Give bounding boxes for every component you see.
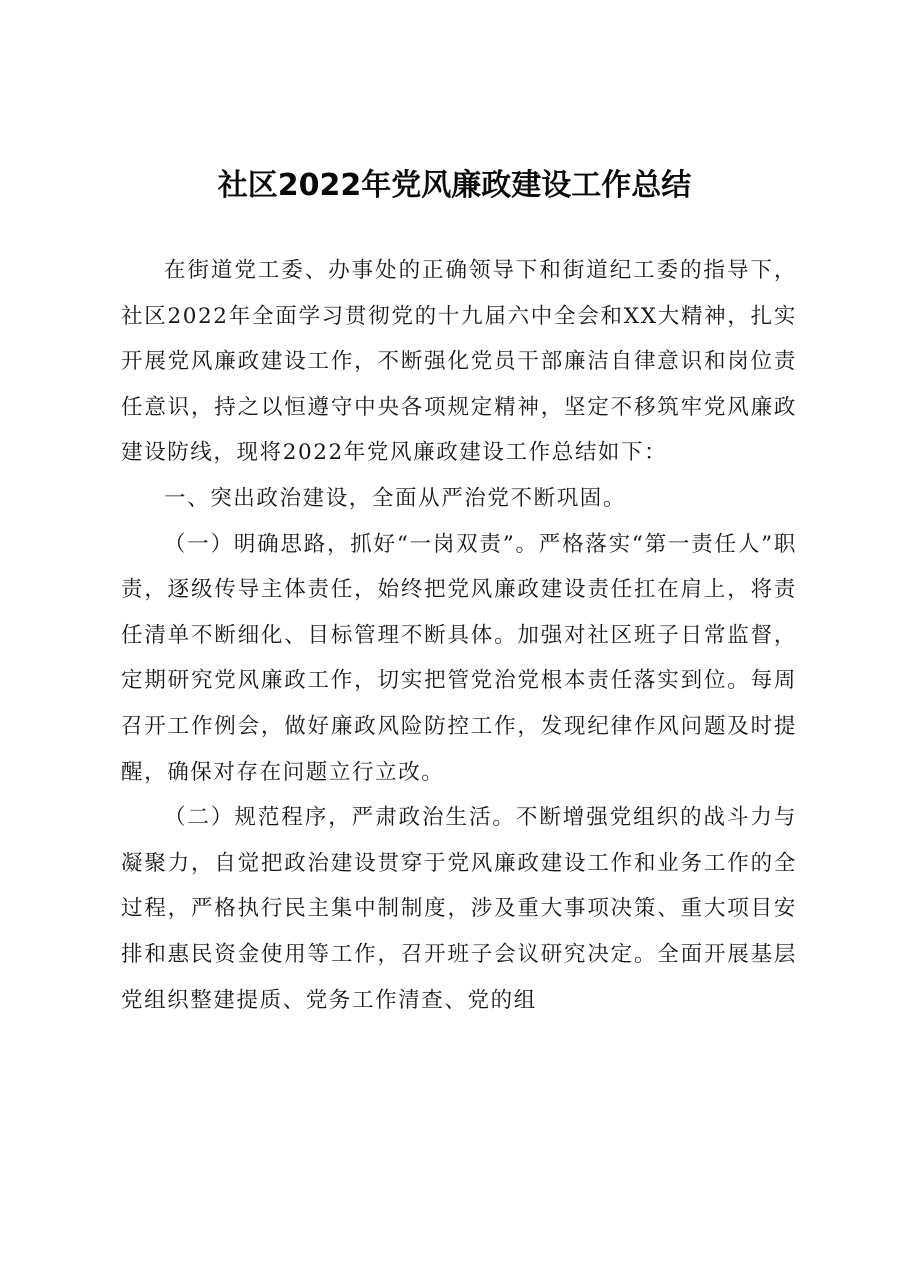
document-body xyxy=(121,248,797,1023)
paragraph-subsection-1: （一）明确思路，抓好“一岗双责”。严格落实“第一责任人”职责，逐级传导主体责任，始终把党风廉政建设责任扛在肩上，将责任清单不断细化、目标管理不断具体。加强对社区班子日常监督，定期研究党风廉政工作，切实把管党治党根本责任落实到位。每周召开工作例会，做好廉政风险防控工作，发现纪律作风问题及时提醒，确保对存在问题立行立改。 xyxy=(121,531,797,785)
paragraph-intro: 在街道党工委、办事处的正确领导下和街道纪工委的指导下，社区2022年全面学习贯彻党的十九届六中全会和XX大精神，扎实开展党风廉政建设工作，不断强化党员干部廉洁自律意识和岗位责任意识，持之以恒遵守中央各项规定精神，坚定不移筑牢党风廉政建设防线，现将2022年党风廉政建设工作总结如下： xyxy=(121,258,797,466)
section-heading-1: 一、突出政治建设，全面从严治党不断巩固。 xyxy=(164,485,627,511)
paragraph-subsection-2: （二）规范程序，严肃政治生活。不断增强党组织的战斗力与凝聚力，自觉把政治建设贯穿于党风廉政建设工作和业务工作的全过程，严格执行民主集中制制度，涉及重大事项决策、重大项目安排和惠民资金使用等工作，召开班子会议研究决定。全面开展基层党组织整建提质、党务工作清查、党的组 xyxy=(121,805,797,1013)
document-title: 社区2022年党风廉政建设工作总结 xyxy=(217,168,692,203)
